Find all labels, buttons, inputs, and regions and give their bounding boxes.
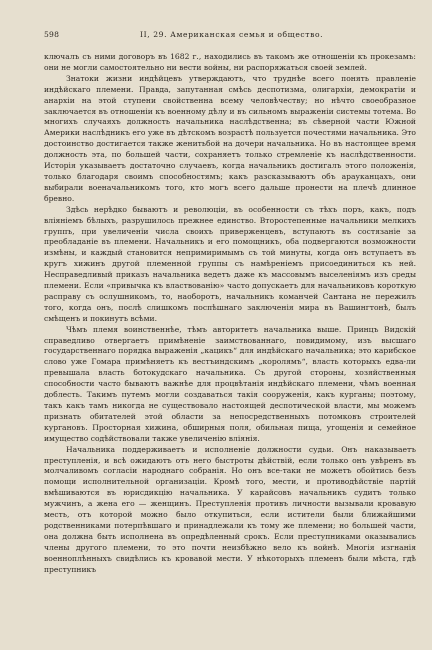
running-head: II, 29. Американская семья и общество. (140, 30, 324, 39)
paragraph: Начальника поддерживаетъ и исполненіе должности судьи. Онъ наказываетъ преступленія, и всѣ ожидаютъ отъ него быстроты дѣйствій, если только онъ увѣренъ въ молчаливомъ согласіи народнаго собранія. Но онъ все-таки не можетъ обойтись безъ помощи исполнительной организаціи. Кромѣ того, мести, и противодѣйствіе партій вмѣшиваются въ юрисдикцію начальника. У карайсовъ начальникъ судитъ только мужчинъ, а жена его — женщинъ. Преступленія противъ личности вызывали кровавую месть, отъ которой можно было откупиться, если истители были ближайшими родственниками потерпѣвшаго и принадлежали къ тому же племени; но большей части, она должна быть исполнена въ опредѣленный срокъ. Если преступниками оказывались члены другого племени, то это почти неизбѣжно вело къ войнѣ. Многія изгнанія военноплѣнныхъ свидѣлись къ кровавой мести. У нѣкоторыхъ племенъ были мѣста, гдѣ преступникъ (44, 444, 416, 574)
paragraph: Здѣсь нерѣдко бываютъ и революціи, въ особенности съ тѣхъ поръ, какъ, подъ вліяніемъ бѣлыхъ, разрушилось прежнее единство. Второстепенные начальники мелкихъ группъ, при увеличеніи числа своихъ приверженцевъ, вступаютъ въ состязаніе за преобладаніе въ племени. Начальникъ и его помощникъ, оба подвергаются возможности измѣны, и каждый становится непримиримымъ съ той минуты, когда онъ вступаетъ въ кругъ хижинъ другой племенной группы съ намѣреніемъ присоединиться къ ней. Несправедливый приказъ начальника ведетъ даже къ массовымъ выселеніямъ изъ среды племени. Если «привычка къ властвованію» часто допускаетъ для начальниковъ короткую расправу съ ослушникомъ, то, наоборотъ, начальникъ команчей Сантана не пережилъ того, когда онъ, послѣ слишкомъ поспѣшнаго заключенія мира въ Вашингтонѣ, былъ смѣщенъ и покинутъ всѣми. (44, 204, 416, 323)
page-header (44, 30, 416, 44)
body-text (44, 52, 416, 576)
page-number: 598 (44, 30, 60, 39)
paragraph: Знатоки жизни индѣйцевъ утверждаютъ, что труднѣе всего понять правленіе индѣйскаго племени. Правда, запутанная смѣсь деспотизма, олигархіи, демократіи и анархіи на этой ступени свойственна всему человѣчеству; но нѣчто своеобразное заключается въ отношеніи къ военному дѣлу и въ сильномъ выраженіи системы тотема. Во многихъ случаяхъ должность начальника наслѣдственна; въ сѣверной части Южной Америки наслѣдникъ его уже въ дѣтскомъ возрастѣ пользуется почестями начальника. Это достоинство достигается также женитьбой на дочери начальника. Но въ настоящее время должность эта, по большей части, сохраняетъ только стремленіе къ наслѣдственности. Исторія указываетъ достаточно случаевъ, когда начальникъ достигалъ этого положенія, только благодаря своимъ способностямъ; какъ разсказываютъ объ арауканцахъ, они выбирали военачальникомъ того, кто могъ всего дальше пронести на плечѣ длинное бревно. (44, 73, 416, 203)
paragraph: Чѣмъ племя воинственнѣе, тѣмъ авторитетъ начальника выше. Принцъ Видскій справедливо отвергаетъ примѣненіе заимствованнаго, повидимому, изъ высшаго государственнаго порядка выраженія „кацикъ“ для индѣйскаго начальника; это карибское слово уже Гомара примѣняетъ къ вестъиндскимъ „королямъ“, власть которыхъ едва-ли превышала власть ботокудскаго начальника. Съ другой стороны, хозяйственныя способности часто бываютъ важнѣе для процвѣтанія индѣйскаго племени, чѣмъ военная доблесть. Такимъ путемъ могли создаваться такія сооруженія, какъ курганы; поэтому, такъ какъ тамъ никогда не существовало настоящей деспотической власти, мы можемъ признать обитателей этой области за непосредственныхъ потомковъ строителей кургановъ. Просторная хижина, обширныя поля, обильная пища, угощенія и семейное имущество содѣйствовали также увеличенію вліянія. (44, 324, 416, 443)
paragraph: ключалъ съ ними договоръ въ 1682 г., находились въ такомъ же отношеніи къ прокезамъ: они не могли самостоятельно ни вести войны, ни распоряжаться своей землей. (44, 52, 416, 72)
